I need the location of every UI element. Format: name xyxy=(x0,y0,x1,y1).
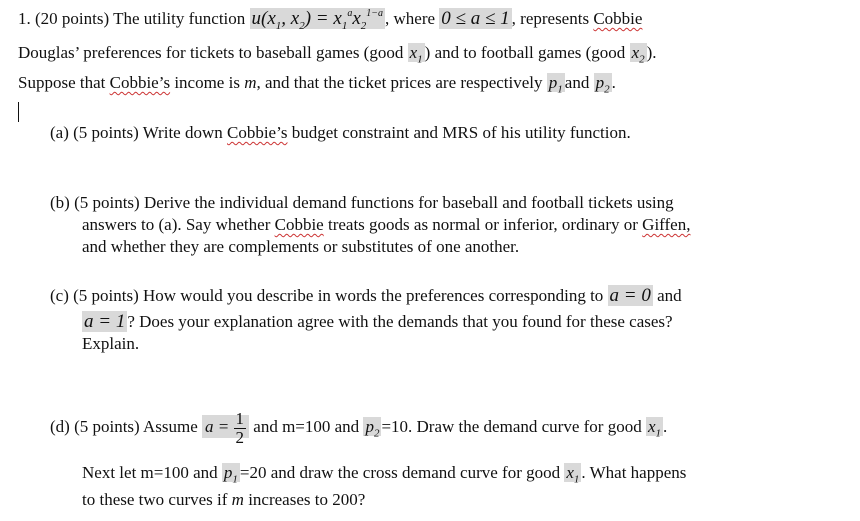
cobbie-name: Cobbie xyxy=(593,9,643,28)
part-b-line1: (b) (5 points) Derive the individual demand functions for baseball and football tickets using xyxy=(50,193,674,212)
part-a: (a) (5 points) Write down Cobbie’s budget constraint and MRS of his utility function. xyxy=(50,123,631,142)
price-p1-d: $p_1$ xyxy=(223,463,238,486)
part-c-line2: a = 1 ? Does your explanation agree with the demands that you found for these cases? xyxy=(84,311,673,332)
part-c-line1: (c) (5 points) How would you describe in words the preferences corresponding to a = 0 and xyxy=(50,285,682,306)
good-x2: $x_2$ xyxy=(631,43,645,66)
q1-line2: Douglas’ preferences for tickets to baseball games (good $x_1$ ) and to football games (good $x_2$ ). xyxy=(18,43,657,66)
price-p2: $p_2$ xyxy=(595,73,610,96)
a-equals-0: a = 0 xyxy=(609,285,651,306)
q1-heading: 1. (20 points) The utility function xyxy=(18,9,246,28)
q1-line3: Suppose that Cobbie’s income is m, and that the ticket prices are respectively $p_1$ and $p_2$ . xyxy=(18,73,616,96)
price-p2-d: $p_2$ xyxy=(365,417,380,440)
part-b-line2: answers to (a). Say whether Cobbie treats goods as normal or inferior, ordinary or Giffen, xyxy=(82,215,691,234)
a-range: 0 ≤ a ≤ 1 xyxy=(441,8,510,29)
utility-function: $u(x_1$, $x_2) = x_1^ax_2^{1-a}$ xyxy=(251,8,384,32)
part-b-line3: and whether they are complements or substitutes of one another. xyxy=(82,237,520,256)
price-p1: $p_1$ xyxy=(548,73,563,96)
good-x1-d2: $x_1$ xyxy=(566,463,580,486)
part-d-line3: to these two curves if m increases to 200? xyxy=(82,490,366,509)
good-x1-d: $x_1$ xyxy=(647,417,661,440)
text-cursor[interactable] xyxy=(18,102,19,122)
q1-line1: 1. (20 points) The utility function $u(x_1$, $x_2) = x_1^ax_2^{1-a}$ , where 0 ≤ a ≤ 1 , represents Cobbie xyxy=(18,8,643,32)
a-equals-1: a = 1 xyxy=(84,311,126,332)
a-equals-half: a = $\frac{1}{2}$ xyxy=(202,415,249,438)
part-d-line2: Next let m=100 and $p_1 =20$ and draw the cross demand curve for good $x_1$ . What happens xyxy=(82,463,687,486)
good-x1: $x_1$ xyxy=(409,43,423,66)
part-c-line3: Explain. xyxy=(82,334,140,353)
part-d-line1: (d) (5 points) Assume a = $\frac{1}{2}$ and m=100 and $p_2 =10$. Draw the demand curve for good $x_1$ . xyxy=(50,408,668,447)
